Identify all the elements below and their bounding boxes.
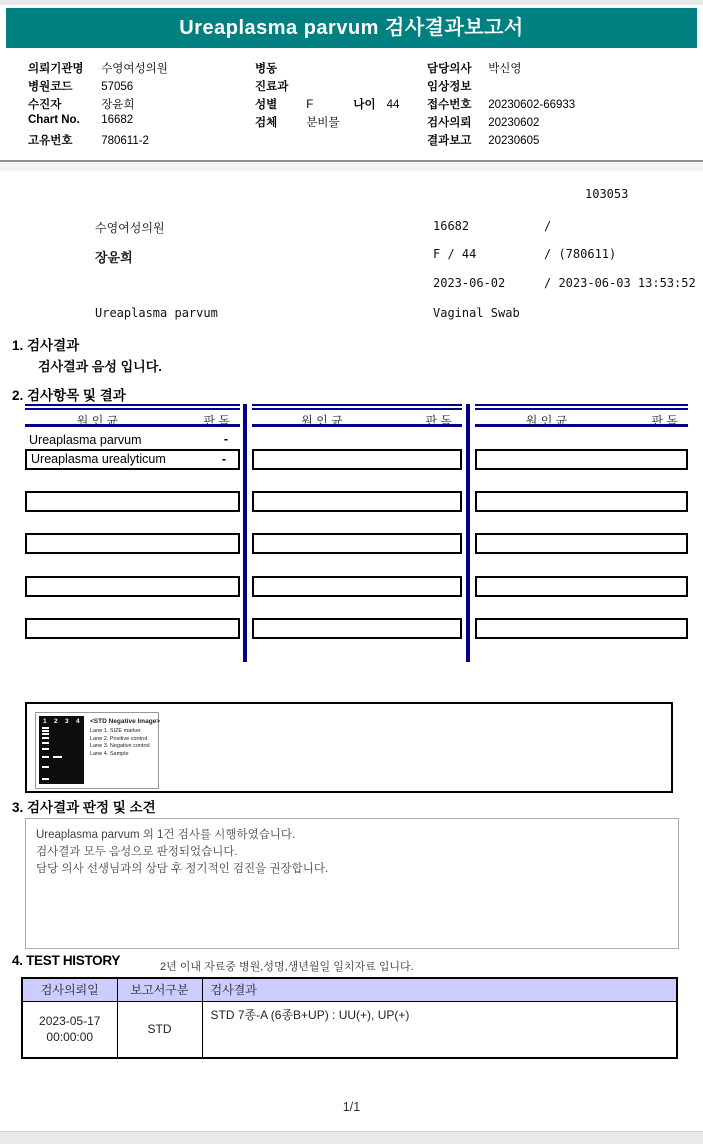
organism-header: 원 인 균 xyxy=(525,414,568,428)
gel-thumbnail xyxy=(35,712,159,789)
gel-legend xyxy=(90,718,160,758)
lane-number: 3 xyxy=(65,718,69,725)
gel-legend-line: Lane 3. Negative control xyxy=(90,743,150,749)
lane-number: 1 xyxy=(43,718,47,725)
section2-title: 2. 검사항목 및 결과 xyxy=(12,388,126,403)
top-window-strip xyxy=(0,0,703,6)
double-rule xyxy=(252,404,462,410)
field-value: 수영여성의원 xyxy=(101,63,168,75)
empty-result-box xyxy=(252,576,462,597)
reading-header: 판 독 xyxy=(203,414,230,428)
form-row xyxy=(427,96,575,112)
form-row xyxy=(255,114,340,130)
form-row xyxy=(427,60,522,76)
field-value: 20230602-66933 xyxy=(488,99,576,111)
field-label: Chart No. xyxy=(28,114,80,126)
gel-electrophoresis-image xyxy=(39,716,84,784)
organism-header: 원 인 균 xyxy=(301,414,343,428)
field-value: F xyxy=(306,99,314,111)
comment-line: 담당 의사 선생님과의 상담 후 정기적인 검진을 권장합니다. xyxy=(36,863,329,875)
gel-band xyxy=(53,756,62,758)
field-label: 검사의뢰 xyxy=(427,117,472,129)
field-value: 57056 xyxy=(101,81,134,93)
report-title-banner: Ureaplasma parvum 검사결과보고서 xyxy=(6,8,697,48)
comment-box xyxy=(25,818,679,949)
field-label: 고유번호 xyxy=(28,135,73,147)
bottom-window-strip xyxy=(0,1131,703,1144)
empty-result-box xyxy=(475,491,688,512)
history-date-cell xyxy=(22,1001,117,1058)
empty-result-box xyxy=(475,618,688,639)
section3-title: 3. 검사결과 판정 및 소견 xyxy=(12,800,156,815)
lane-number: 4 xyxy=(76,718,80,725)
form-row xyxy=(255,78,306,94)
comment-line: Ureaplasma parvum 외 1건 검사를 시행하였습니다. xyxy=(36,829,296,841)
empty-result-box xyxy=(25,491,240,512)
form-row xyxy=(427,132,539,148)
specimen-type: Vaginal Swab xyxy=(433,306,520,320)
results-table xyxy=(25,404,688,664)
results-col-header xyxy=(475,404,688,427)
gel-legend-title: <STD Negative Image> xyxy=(90,718,161,725)
birth-date: / (780611) xyxy=(544,247,617,261)
lane-number: 2 xyxy=(54,718,58,725)
field-label: 임상정보 xyxy=(427,81,472,93)
form-row xyxy=(28,132,149,148)
history-result-cell: STD 7종-A (6종B+UP) : UU(+), UP(+) xyxy=(202,1001,677,1058)
empty-result-box xyxy=(475,533,688,554)
form-row xyxy=(255,96,399,112)
gel-band xyxy=(42,756,49,758)
page-number: 1/1 xyxy=(342,1100,361,1114)
field-label: 담당의사 xyxy=(427,63,472,75)
column-separator xyxy=(243,404,247,662)
history-type-cell: STD xyxy=(117,1001,202,1058)
patient-name: 장윤희 xyxy=(95,251,133,266)
history-time: 00:00:00 xyxy=(46,1030,94,1045)
history-header-cell: 검사의뢰일 xyxy=(22,978,117,1001)
field-label: 접수번호 xyxy=(427,99,472,111)
empty-result-box xyxy=(252,449,462,470)
form-row xyxy=(28,78,133,94)
history-header-cell: 검사결과 xyxy=(202,978,677,1001)
form-row xyxy=(427,114,539,130)
gel-band xyxy=(42,730,49,732)
history-header-cell: 보고서구분 xyxy=(117,978,202,1001)
organism-name: Ureaplasma urealyticum xyxy=(31,452,166,466)
field-value: 780611-2 xyxy=(101,135,149,147)
double-rule xyxy=(25,404,240,410)
history-note: 2년 이내 자료중 병원,성명,생년월일 일치자료 입니다. xyxy=(160,961,414,973)
field-label: 병원코드 xyxy=(28,81,73,93)
field-label: 병동 xyxy=(255,63,278,75)
field-label: 진료과 xyxy=(255,81,289,93)
field-value: 20230605 xyxy=(488,135,540,147)
organism-header: 원 인 균 xyxy=(76,414,119,428)
form-row xyxy=(255,60,306,76)
order-date: 2023-06-02 xyxy=(433,276,506,290)
section1-title: 1. 검사결과 xyxy=(12,338,80,353)
gel-band xyxy=(42,742,49,744)
results-col-header xyxy=(252,404,462,427)
empty-result-box xyxy=(252,618,462,639)
form-row xyxy=(28,96,135,112)
section-divider-band xyxy=(0,163,703,171)
field-value: 박신영 xyxy=(488,63,522,75)
gel-image-panel xyxy=(25,702,673,793)
slash-separator: / xyxy=(544,219,552,233)
field-label: 의뢰기관명 xyxy=(28,63,84,75)
field-label: 검체 xyxy=(255,117,278,129)
empty-result-box xyxy=(25,618,240,639)
column-separator xyxy=(466,404,470,662)
reading-value: - xyxy=(221,452,226,466)
empty-result-box xyxy=(252,533,462,554)
double-rule xyxy=(475,404,688,410)
reading-value: - xyxy=(223,432,228,446)
form-row xyxy=(28,114,133,126)
field-label: 수진자 xyxy=(28,99,62,111)
empty-result-box xyxy=(475,449,688,470)
history-header-row xyxy=(22,978,677,1001)
clinic-name: 수영여성의원 xyxy=(95,221,165,235)
gel-band xyxy=(42,733,49,735)
gel-band xyxy=(42,748,49,750)
gel-band xyxy=(42,766,49,768)
chart-number: 16682 xyxy=(433,219,470,233)
section-divider xyxy=(0,160,703,162)
field-value: 16682 xyxy=(101,114,134,126)
form-row xyxy=(427,78,488,94)
empty-result-box xyxy=(252,491,462,512)
section1-result-text: 검사결과 음성 입니다. xyxy=(38,359,162,374)
section4-title: 4. TEST HISTORY xyxy=(12,953,121,968)
gel-band xyxy=(42,737,49,739)
field-value: 분비물 xyxy=(306,117,340,129)
test-name: Ureaplasma parvum xyxy=(95,306,218,320)
organism-name: Ureaplasma parvum xyxy=(29,433,142,447)
gel-legend-line: Lane 2. Positive control xyxy=(90,735,148,742)
gel-band xyxy=(42,778,49,780)
empty-result-box xyxy=(25,576,240,597)
report-code: 103053 xyxy=(585,187,629,201)
results-col-header xyxy=(25,404,240,427)
comment-line: 검사결과 모두 음성으로 판정되었습니다. xyxy=(36,846,238,858)
reading-header: 판 독 xyxy=(651,414,678,428)
reading-header: 판 독 xyxy=(425,414,452,428)
result-row xyxy=(25,431,240,449)
field-label: 결과보고 xyxy=(427,135,472,147)
test-history-table xyxy=(21,977,678,1059)
empty-result-box xyxy=(25,533,240,554)
gel-legend-line: Lane 1. SIZE marker xyxy=(90,728,141,734)
field-value: 장윤희 xyxy=(101,99,135,111)
field-value: 20230602 xyxy=(488,117,540,129)
sex-age: F / 44 xyxy=(433,247,477,261)
gel-legend-line: Lane 4. Sample xyxy=(90,750,129,757)
form-row xyxy=(28,60,168,76)
report-datetime: / 2023-06-03 13:53:52 xyxy=(544,276,696,290)
history-data-row xyxy=(22,1001,677,1058)
history-date: 2023-05-17 xyxy=(39,1014,101,1029)
field-label: 나이 xyxy=(353,99,376,111)
gel-band xyxy=(42,727,49,729)
field-value: 44 xyxy=(386,99,400,111)
field-label: 성별 xyxy=(255,99,278,111)
empty-result-box xyxy=(475,576,688,597)
result-row-box xyxy=(25,449,240,470)
